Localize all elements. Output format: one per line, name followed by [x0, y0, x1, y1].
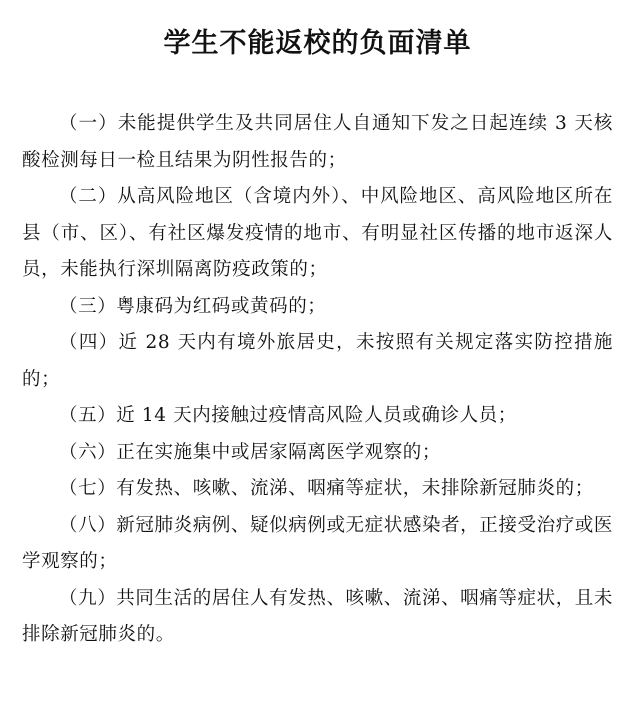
list-item-3: （三）粤康码为红码或黄码的； [59, 295, 327, 317]
list-item-6: （六）正在实施集中或居家隔离医学观察的； [59, 441, 442, 463]
page-title: 学生不能返校的负面清单 [163, 28, 472, 59]
list-item-2: （二）从高风险地区（含境内外）、中风险地区、高风险地区所在县（市、区）、有社区爆发疫情的地市、有明显社区传播的地市返深人员，未能执行深圳隔离防疫政策的； [22, 186, 613, 280]
list-item-8: （八）新冠肺炎病例、疑似病例或无症状感染者，正接受治疗或医学观察的； [22, 514, 613, 572]
negative-list [22, 106, 613, 654]
list-item-1: （一）未能提供学生及共同居住人自通知下发之日起连续 3 天核酸检测每日一检且结果为阴性报告的； [22, 113, 613, 171]
list-item-9: （九）共同生活的居住人有发热、咳嗽、流涕、咽痛等症状，且未排除新冠肺炎的。 [22, 587, 613, 645]
list-item-4: （四）近 28 天内有境外旅居史，未按照有关规定落实防控措施的； [22, 332, 613, 390]
list-item-5: （五）近 14 天内接触过疫情高风险人员或确诊人员； [59, 405, 517, 426]
list-item-7: （七）有发热、咳嗽、流涕、咽痛等症状，未排除新冠肺炎的； [59, 478, 594, 499]
